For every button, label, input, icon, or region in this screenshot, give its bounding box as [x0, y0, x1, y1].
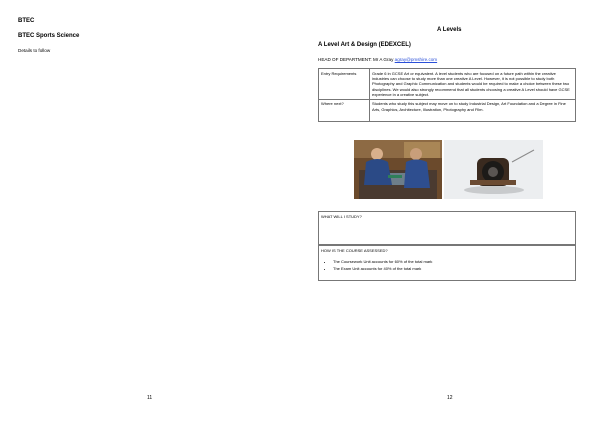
section-title: A Levels — [437, 27, 462, 33]
btec-sports-science-heading: BTEC Sports Science — [18, 33, 80, 39]
course-info-table — [318, 68, 576, 122]
entry-requirements-text: Grade 6 in GCSE Art or equivalent. A level students who are focused on a future path within the creative industries can choose to study more than one creative A Level. However, it is not possible to study both Photography and Graphic Communication and students would be required to make a choice between these two disciplines. We would also strongly recommend that all students choosing a creative A Level should have GCSE experience in a creative subject. — [370, 69, 576, 100]
page-number-right: 12 — [447, 395, 453, 401]
table-row — [319, 99, 576, 121]
btec-heading: BTEC — [18, 18, 35, 24]
hod-email-link[interactable]: agray@pmshire.com — [394, 57, 438, 62]
what-will-i-study-box — [318, 211, 576, 245]
details-text: Details to follow — [18, 48, 51, 53]
head-of-department — [318, 57, 437, 62]
page-number-left: 11 — [147, 395, 153, 401]
entry-requirements-label: Entry Requirements — [319, 69, 370, 100]
list-item: • The Coursework Unit accounts for 60% of the total mark — [333, 259, 573, 264]
where-next-label: Where next? — [319, 99, 370, 121]
assessment-box — [318, 245, 576, 281]
list-item: • The Exam Unit accounts for 40% of the total mark — [333, 266, 573, 271]
assessment-list — [327, 259, 573, 271]
where-next-text: Students who study this subject may move on to study Industrial Design, Art Foundation and a Degree in Fine Arts, Graphics, Architecture, Illustration, Photography and Film. — [370, 99, 576, 121]
course-title: A Level Art & Design (EDEXCEL) — [318, 42, 411, 48]
hod-label: HEAD OF DEPARTMENT: Mr A Gray — [318, 57, 394, 62]
what-will-i-study-label: WHAT WILL I STUDY? — [321, 214, 362, 219]
product-design-photo — [444, 140, 543, 199]
table-row — [319, 69, 576, 100]
assessment-label: HOW IS THE COURSE ASSESSED? — [321, 248, 388, 253]
right-page — [300, 0, 600, 424]
workshop-students-photo — [354, 140, 442, 199]
